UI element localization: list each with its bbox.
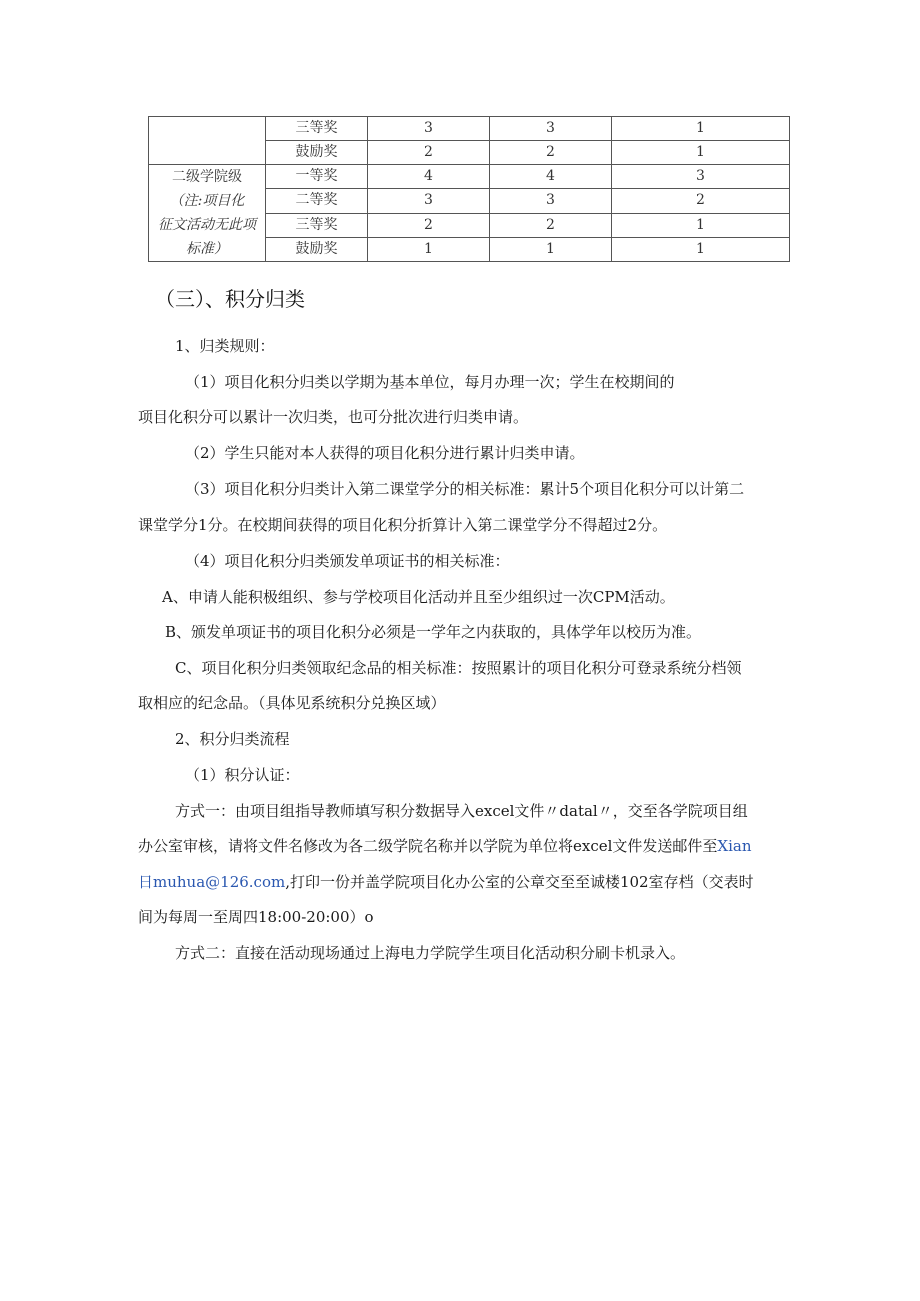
table-row <box>149 165 790 189</box>
rule-1-line-1: （1）项目化积分归类以学期为基本单位，每月办理一次；学生在校期间的 <box>185 373 675 391</box>
rule-3-line-1: （3）项目化积分归类计入第二课堂学分的相关标准：累计5个项目化积分可以计第二 <box>185 480 745 498</box>
points-value: 3 <box>368 117 490 141</box>
rule-4: （4）项目化积分归类颁发单项证书的相关标准： <box>185 552 510 570</box>
points-value: 3 <box>490 117 612 141</box>
process-title: 2、积分归类流程 <box>175 730 290 748</box>
points-value: 3 <box>490 189 612 213</box>
points-value: 2 <box>490 141 612 165</box>
award-level: 三等奖 <box>266 213 368 237</box>
points-value: 3 <box>368 189 490 213</box>
points-value: 2 <box>612 189 790 213</box>
rule-2: （2）学生只能对本人获得的项目化积分进行累计归类申请。 <box>185 444 585 462</box>
category-title: 二级学院级 <box>172 169 242 185</box>
award-level: 鼓励奖 <box>266 237 368 261</box>
method-2: 方式二：直接在活动现场通过上海电力学院学生项目化活动积分刷卡机录入。 <box>175 944 686 962</box>
award-points-table <box>148 116 790 262</box>
method-1-line-1: 方式一：由项目组指导教师填写积分数据导入excel文件〃datal〃，交至各学院项目组 <box>175 802 748 820</box>
category-note: 征文活动无此项 <box>158 217 256 233</box>
rule-c-line-2: 取相应的纪念品。（具体见系统积分兑换区域） <box>138 694 446 712</box>
rule-b: B、颁发单项证书的项目化积分必须是一学年之内获取的，具体学年以校历为准。 <box>165 623 702 641</box>
points-value: 1 <box>368 237 490 261</box>
points-value: 3 <box>612 165 790 189</box>
rules-title: 1、归类规则： <box>175 337 275 355</box>
points-value: 2 <box>368 213 490 237</box>
points-value: 4 <box>490 165 612 189</box>
award-level: 二等奖 <box>266 189 368 213</box>
table-row <box>149 117 790 141</box>
points-value: 2 <box>490 213 612 237</box>
rule-a: A、申请人能积极组织、参与学校项目化活动并且至少组织过一次CPM活动。 <box>162 588 675 606</box>
award-level: 鼓励奖 <box>266 141 368 165</box>
section-heading: （三）、积分归类 <box>155 287 305 311</box>
points-value: 1 <box>612 117 790 141</box>
method-1-line-4: 间为每周一至周四18:00-20:00）o <box>138 908 374 926</box>
method-1-text: 办公室审核，请将文件名修改为各二级学院名称并以学院为单位将excel文件发送邮件至 <box>138 837 718 855</box>
rule-c-line-1: C、项目化积分归类领取纪念品的相关标准：按照累计的项目化积分可登录系统分档领 <box>175 659 742 677</box>
rule-1-line-2: 项目化积分可以累计一次归类，也可分批次进行归类申请。 <box>138 408 529 426</box>
category-note: （注:项目化 <box>169 193 245 209</box>
email-link[interactable]: 日muhua@126.com <box>138 873 286 891</box>
award-level: 三等奖 <box>266 117 368 141</box>
email-link[interactable]: Xian <box>717 837 752 855</box>
method-1-text: ,打印一份并盖学院项目化办公室的公章交至至诚楼102室存档（交表时 <box>285 873 754 891</box>
points-value: 1 <box>490 237 612 261</box>
points-value: 4 <box>368 165 490 189</box>
points-value: 1 <box>612 237 790 261</box>
points-value: 1 <box>612 141 790 165</box>
rule-3-line-2: 课堂学分1分。在校期间获得的项目化积分折算计入第二课堂学分不得超过2分。 <box>138 516 668 534</box>
award-level: 一等奖 <box>266 165 368 189</box>
process-step-1: （1）积分认证： <box>185 766 300 784</box>
points-value: 1 <box>612 213 790 237</box>
category-note: 标准） <box>186 241 228 257</box>
category-cell <box>149 165 266 262</box>
method-1-line-2 <box>138 828 752 864</box>
category-cell-blank <box>149 117 266 165</box>
method-1-line-3 <box>138 864 754 900</box>
points-value: 2 <box>368 141 490 165</box>
